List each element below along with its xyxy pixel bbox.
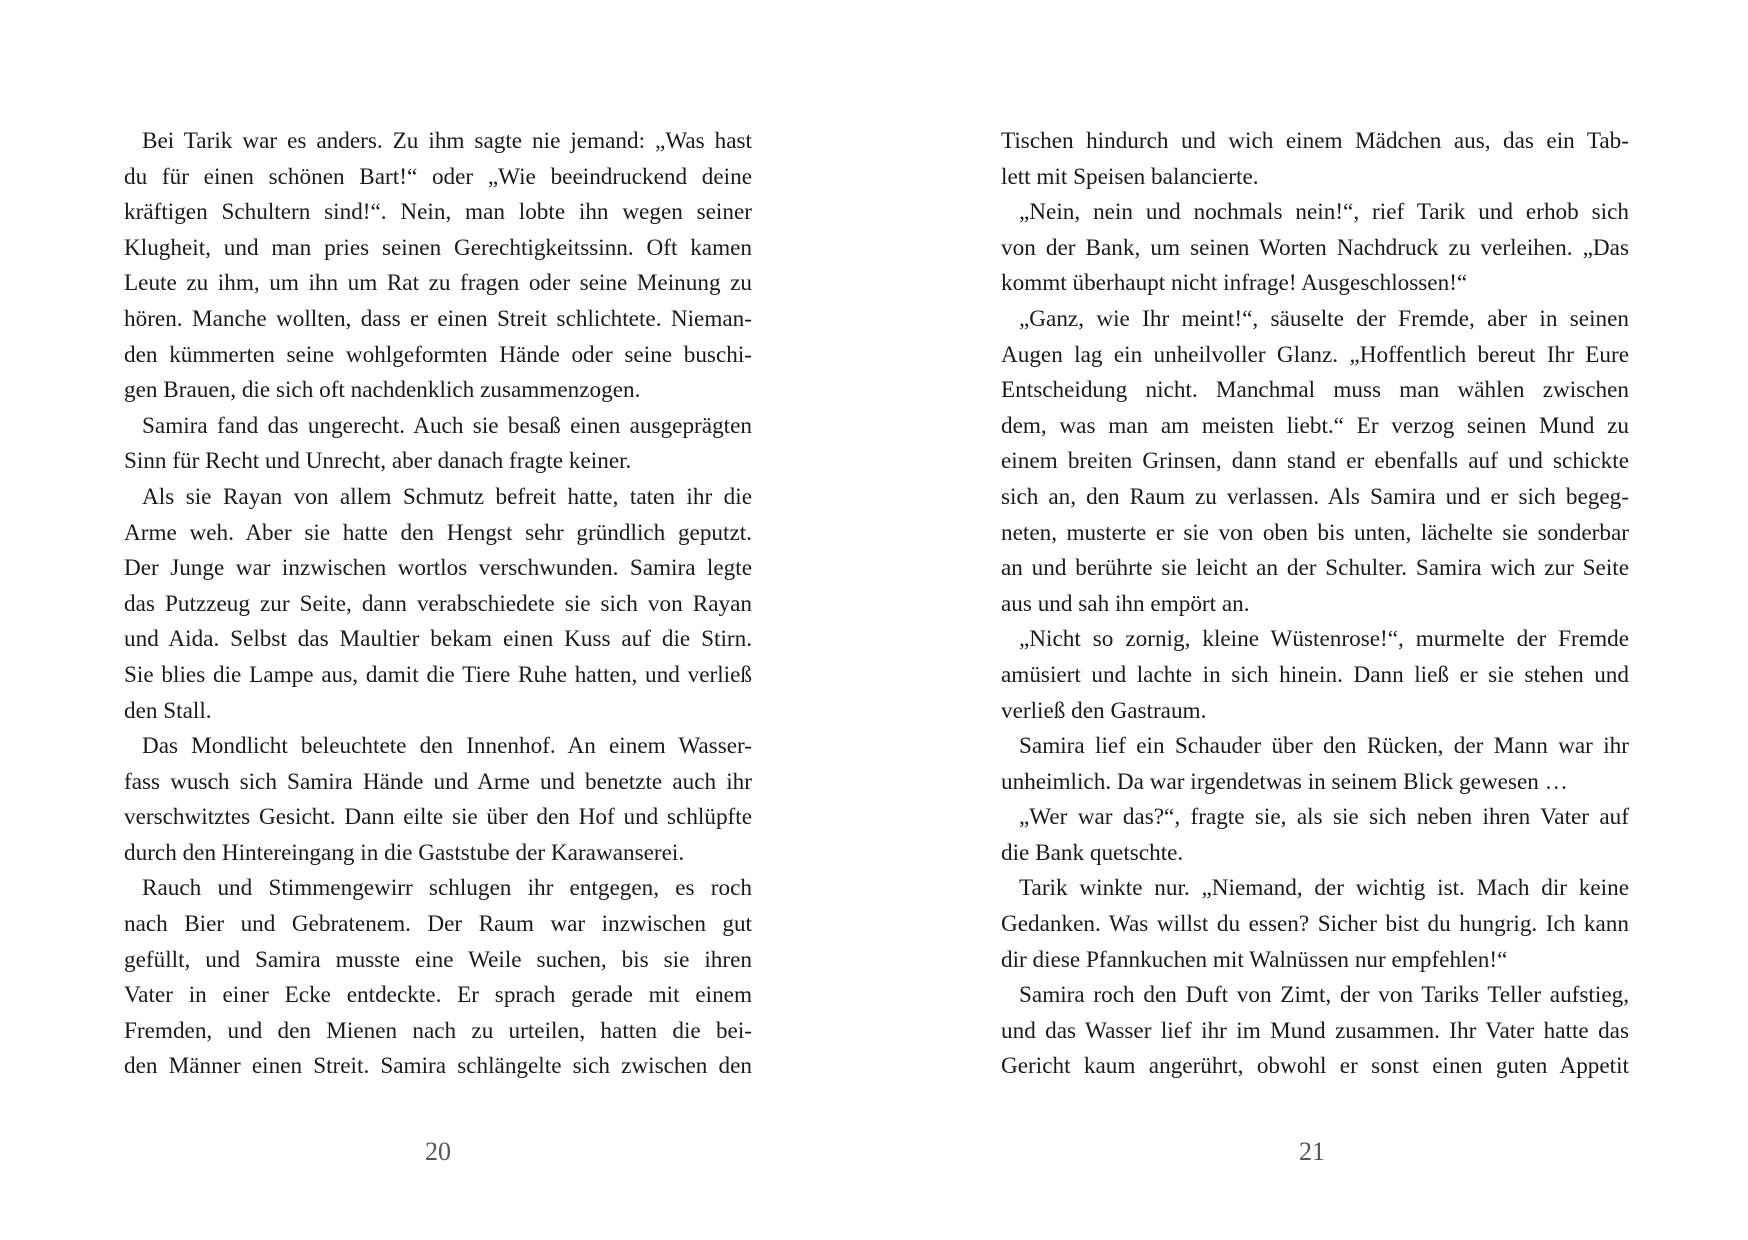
text-line: dir diese Pfannkuchen mit Walnüssen nur empfehlen!“ bbox=[1001, 946, 1508, 973]
text-line: Der Junge war inzwischen wortlos verschwunden. Samira legte bbox=[124, 555, 752, 582]
text-line: und das Wasser lief ihr im Mund zusammen. Ihr Vater hatte das bbox=[1001, 1017, 1629, 1044]
text-line: einem breiten Grinsen, dann stand er ebenfalls auf und schickte bbox=[1001, 448, 1629, 475]
text-line: aus und sah ihn empört an. bbox=[1001, 590, 1250, 617]
text-line: lett mit Speisen balancierte. bbox=[1001, 163, 1259, 190]
text-line: die Bank quetschte. bbox=[1001, 839, 1184, 866]
text-line: gen Brauen, die sich oft nachdenklich zusammenzogen. bbox=[124, 377, 641, 404]
text-line: sich an, den Raum zu verlassen. Als Samira und er sich begeg- bbox=[1001, 483, 1629, 510]
text-line: „Ganz, wie Ihr meint!“, säuselte der Fremde, aber in seinen bbox=[1019, 305, 1629, 332]
text-line: Gedanken. Was willst du essen? Sicher bist du hungrig. Ich kann bbox=[1001, 911, 1629, 938]
text-line: Tischen hindurch und wich einem Mädchen aus, das ein Tab- bbox=[1001, 128, 1629, 154]
text-line: Entscheidung nicht. Manchmal muss man wählen zwischen bbox=[1001, 377, 1629, 404]
text-line: Tarik winkte nur. „Niemand, der wichtig ist. Mach dir keine bbox=[1019, 875, 1629, 902]
text-line: den Männer einen Streit. Samira schlängelte sich zwischen den bbox=[124, 1053, 752, 1080]
text-line: nach Bier und Gebratenem. Der Raum war inzwischen gut bbox=[124, 911, 752, 938]
text-line: an und berührte sie leicht an der Schulter. Samira wich zur Seite bbox=[1001, 555, 1629, 582]
text-line: Vater in einer Ecke entdeckte. Er sprach gerade mit einem bbox=[124, 982, 752, 1009]
right-page-number: 21 bbox=[1299, 1137, 1325, 1166]
text-line: Augen lag ein unheilvoller Glanz. „Hoffentlich bereut Ihr Eure bbox=[1001, 341, 1629, 368]
text-line: Das Mondlicht beleuchtete den Innenhof. An einem Wasser- bbox=[142, 733, 752, 760]
right-page bbox=[874, 0, 1748, 1240]
text-line: Gericht kaum angerührt, obwohl er sonst einen guten Appetit bbox=[1001, 1053, 1629, 1080]
text-line: Sie blies die Lampe aus, damit die Tiere Ruhe hatten, und verließ bbox=[124, 661, 752, 688]
text-line: durch den Hintereingang in die Gaststube der Karawanserei. bbox=[124, 839, 685, 866]
text-line: dem, was man am meisten liebt.“ Er verzog seinen Mund zu bbox=[1001, 412, 1629, 439]
text-line: Samira roch den Duft von Zimt, der von Tariks Teller aufstieg, bbox=[1019, 982, 1629, 1009]
text-line: gefüllt, und Samira musste eine Weile suchen, bis sie ihren bbox=[124, 946, 752, 973]
text-line: fass wusch sich Samira Hände und Arme und benetzte auch ihr bbox=[124, 768, 752, 795]
text-line: „Wer war das?“, fragte sie, als sie sich neben ihren Vater auf bbox=[1019, 804, 1629, 831]
text-line: Fremden, und den Mienen nach zu urteilen, hatten die bei- bbox=[124, 1017, 752, 1044]
text-line: den kümmerten seine wohlgeformten Hände oder seine buschi- bbox=[124, 341, 752, 368]
text-line: „Nicht so zornig, kleine Wüstenrose!“, murmelte der Fremde bbox=[1019, 626, 1629, 653]
text-line: Rauch und Stimmengewirr schlugen ihr entgegen, es roch bbox=[142, 875, 752, 902]
text-line: hören. Manche wollten, dass er einen Streit schlichtete. Nieman- bbox=[124, 305, 752, 332]
text-line: Samira fand das ungerecht. Auch sie besaß einen ausgeprägten bbox=[142, 412, 752, 439]
text-line: Klugheit, und man pries seinen Gerechtigkeitssinn. Oft kamen bbox=[124, 234, 752, 261]
text-line: und Aida. Selbst das Maultier bekam einen Kuss auf die Stirn. bbox=[124, 626, 752, 653]
text-line: „Nein, nein und nochmals nein!“, rief Tarik und erhob sich bbox=[1019, 199, 1629, 226]
text-line: Leute zu ihm, um ihn um Rat zu fragen oder seine Meinung zu bbox=[124, 270, 752, 297]
text-line: du für einen schönen Bart!“ oder „Wie beeindruckend deine bbox=[124, 163, 752, 190]
text-line: den Stall. bbox=[124, 697, 212, 724]
left-page-text bbox=[124, 124, 752, 1085]
text-line: unheimlich. Da war irgendetwas in seinem Blick gewesen … bbox=[1001, 768, 1568, 795]
text-line: verließ den Gastraum. bbox=[1001, 697, 1207, 724]
text-line: Bei Tarik war es anders. Zu ihm sagte nie jemand: „Was hast bbox=[142, 128, 752, 154]
text-line: kommt überhaupt nicht infrage! Ausgeschlossen!“ bbox=[1001, 270, 1468, 297]
text-line: amüsiert und lachte in sich hinein. Dann ließ er sie stehen und bbox=[1001, 661, 1629, 688]
text-line: von der Bank, um seinen Worten Nachdruck zu verleihen. „Das bbox=[1001, 234, 1629, 261]
text-line: Sinn für Recht und Unrecht, aber danach fragte keiner. bbox=[124, 448, 632, 475]
text-line: kräftigen Schultern sind!“. Nein, man lobte ihn wegen seiner bbox=[124, 199, 752, 226]
text-line: Arme weh. Aber sie hatte den Hengst sehr gründlich geputzt. bbox=[124, 519, 752, 546]
text-line: das Putzzeug zur Seite, dann verabschiedete sie sich von Rayan bbox=[124, 590, 752, 617]
text-line: neten, musterte er sie von oben bis unten, lächelte sie sonderbar bbox=[1001, 519, 1629, 546]
text-line: verschwitztes Gesicht. Dann eilte sie über den Hof und schlüpfte bbox=[124, 804, 752, 831]
left-page-number: 20 bbox=[425, 1137, 451, 1166]
right-page-text bbox=[1001, 124, 1629, 1085]
text-line: Samira lief ein Schauder über den Rücken, der Mann war ihr bbox=[1019, 733, 1629, 760]
text-line: Als sie Rayan von allem Schmutz befreit hatte, taten ihr die bbox=[142, 483, 752, 510]
